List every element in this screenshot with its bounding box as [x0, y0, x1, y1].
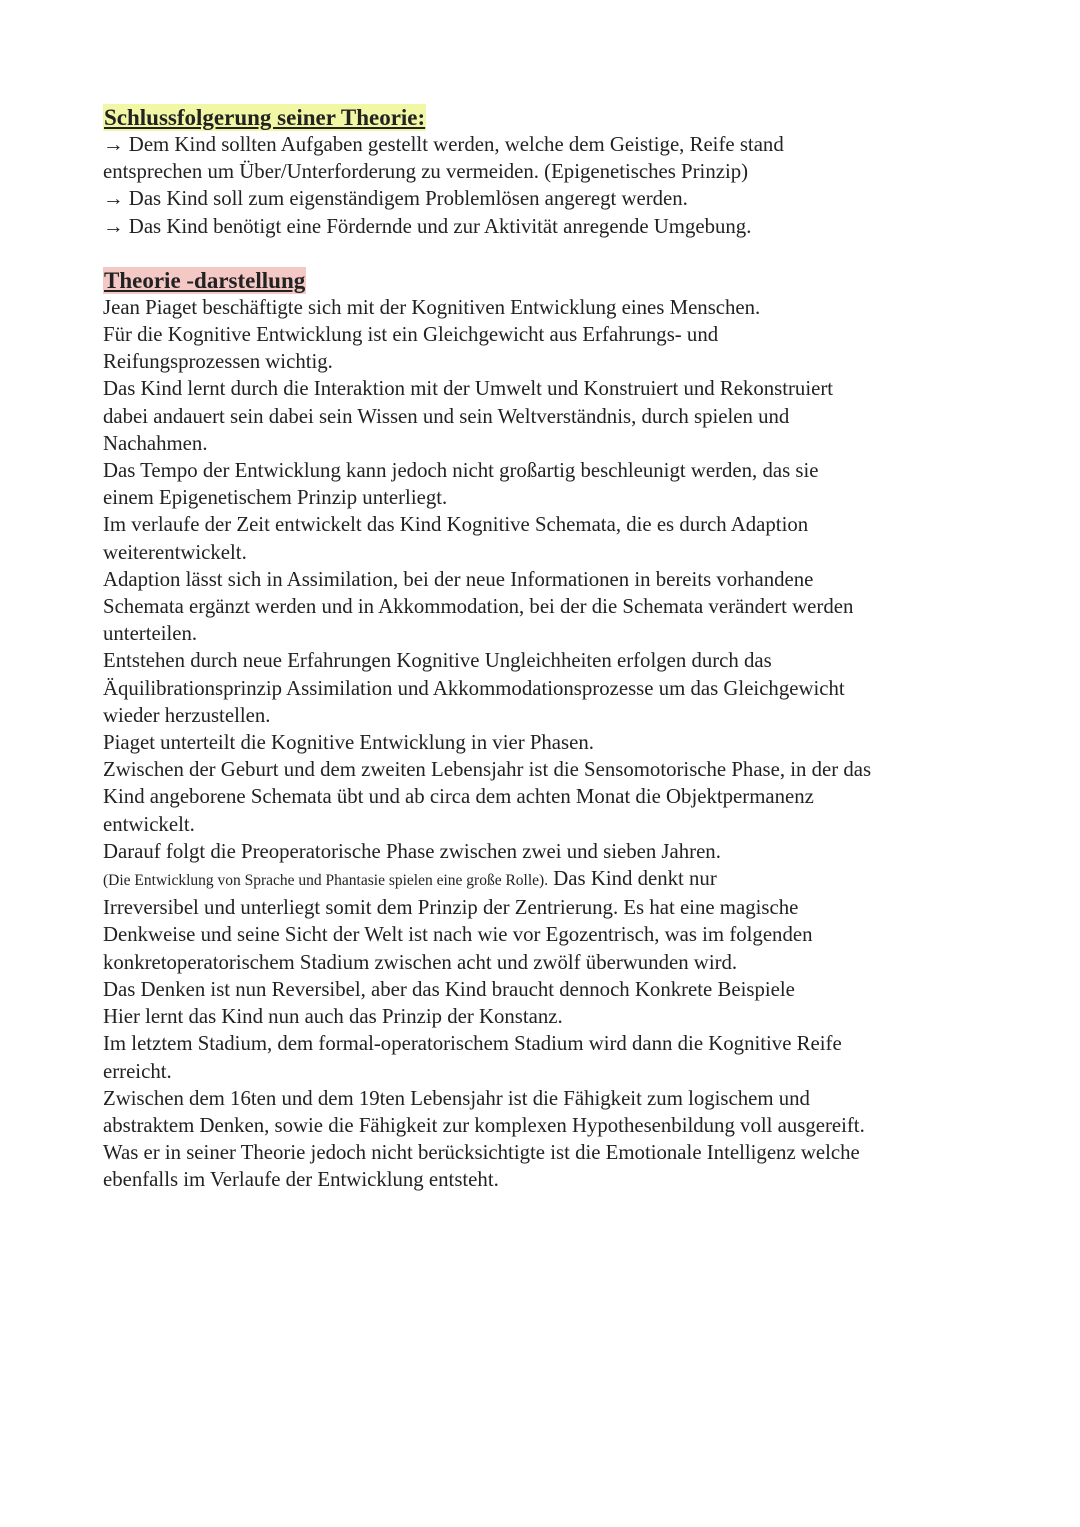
theory-mixed-line — [103, 865, 1003, 894]
conclusion-line-text: Dem Kind sollten Aufgaben gestellt werden, welche dem Geistige, Reife stand — [128, 133, 784, 156]
theory-line: Reifungsprozessen wichtig. — [103, 350, 333, 374]
conclusion-line — [103, 158, 1003, 185]
theory-line: Entstehen durch neue Erfahrungen Kognitive Ungleichheiten erfolgen durch das — [103, 649, 772, 673]
theory-line: konkretoperatorischem Stadium zwischen acht und zwölf überwunden wird. — [103, 950, 738, 974]
conclusion-line — [103, 185, 1003, 212]
theory-heading: Theorie -darstellung — [104, 267, 306, 293]
theory-line: abstraktem Denken, sowie die Fähigkeit zur komplexen Hypothesenbildung voll ausgereift. — [103, 1113, 865, 1137]
theory-line: Das Kind lernt durch die Interaktion mit der Umwelt und Konstruiert und Rekonstruiert — [103, 377, 834, 401]
theory-line: ebenfalls im Verlaufe der Entwicklung entsteht. — [103, 1168, 499, 1192]
conclusion-line-text: Das Kind benötigt eine Fördernde und zur Aktivität anregende Umgebung. — [128, 214, 752, 238]
theory-line: Darauf folgt die Preoperatorische Phase zwischen zwei und sieben Jahren. — [103, 839, 721, 863]
conclusion-line — [103, 131, 1003, 158]
arrow-icon: → — [103, 133, 124, 156]
theory-line: Für die Kognitive Entwicklung ist ein Gleichgewicht aus Erfahrungs- und — [103, 323, 719, 347]
theory-line: dabei andauert sein dabei sein Wissen und sein Weltverständnis, durch spielen und — [103, 404, 790, 428]
theory-line: Hier lernt das Kind nun auch das Prinzip der Konstanz. — [103, 1005, 563, 1029]
theory-line: einem Epigenetischem Prinzip unterliegt. — [103, 486, 448, 510]
section-conclusion — [103, 104, 1003, 240]
theory-line: Das Tempo der Entwicklung kann jedoch nicht großartig beschleunigt werden, das sie — [103, 459, 819, 483]
theory-line: Denkweise und seine Sicht der Welt ist nach wie vor Egozentrisch, was im folgenden — [103, 923, 813, 947]
conclusion-line-text: Das Kind soll zum eigenständigem Problemlösen angeregt werden. — [128, 187, 688, 211]
theory-line: weiterentwickelt. — [103, 540, 247, 564]
theory-line: Kind angeborene Schemata übt und ab circa dem achten Monat die Objektpermanenz — [103, 785, 814, 809]
section-theory — [103, 267, 1003, 1194]
conclusion-lines — [103, 131, 1003, 240]
theory-line: Irreversibel und unterliegt somit dem Prinzip der Zentrierung. Es hat eine magische — [103, 896, 799, 920]
theory-line: erreicht. — [103, 1059, 172, 1083]
theory-line: unterteilen. — [103, 622, 198, 646]
theory-line: Zwischen dem 16ten und dem 19ten Lebensjahr ist die Fähigkeit zum logischem und — [103, 1086, 810, 1110]
arrow-icon: → — [103, 187, 124, 211]
theory-line: wieder herzustellen. — [103, 703, 271, 727]
conclusion-line-text: entsprechen um Über/Unterforderung zu vermeiden. (Epigenetisches Prinzip) — [103, 160, 749, 184]
theory-line: Schemata ergänzt werden und in Akkommodation, bei der die Schemata verändert werden — [103, 595, 854, 619]
theory-line: Im verlaufe der Zeit entwickelt das Kind Kognitive Schemata, die es durch Adaption — [103, 513, 809, 537]
theory-line: Äquilibrationsprinzip Assimilation und Akkommodationsprozesse um das Gleichgewicht — [103, 676, 845, 700]
theory-line: Zwischen der Geburt und dem zweiten Lebensjahr ist die Sensomotorische Phase, in der das — [103, 758, 872, 782]
conclusion-line — [103, 213, 1003, 240]
theory-line: Im letztem Stadium, dem formal-operatorischem Stadium wird dann die Kognitive Reife — [103, 1032, 842, 1056]
theory-lines-after — [103, 894, 1003, 1193]
arrow-icon: → — [103, 214, 124, 238]
conclusion-heading: Schlussfolgerung seiner Theorie: — [104, 105, 426, 130]
theory-line: Nachahmen. — [103, 431, 208, 455]
document-page — [103, 104, 1003, 1194]
theory-line: entwickelt. — [103, 812, 195, 836]
theory-line: Adaption lässt sich in Assimilation, bei der neue Informationen in bereits vorhandene — [103, 567, 814, 591]
theory-line: Jean Piaget beschäftigte sich mit der Kognitiven Entwicklung eines Menschen. — [103, 295, 761, 319]
theory-line: Das Denken ist nun Reversibel, aber das Kind braucht dennoch Konkrete Beispiele — [103, 977, 795, 1001]
theory-mixed-text: Das Kind denkt nur — [548, 867, 717, 891]
theory-small-note: (Die Entwicklung von Sprache und Phantasie spielen eine große Rolle). — [103, 872, 549, 890]
theory-line: Was er in seiner Theorie jedoch nicht berücksichtigte ist die Emotionale Intelligenz welche — [103, 1141, 860, 1165]
theory-line: Piaget unterteilt die Kognitive Entwicklung in vier Phasen. — [103, 731, 594, 755]
theory-lines — [103, 294, 1003, 865]
